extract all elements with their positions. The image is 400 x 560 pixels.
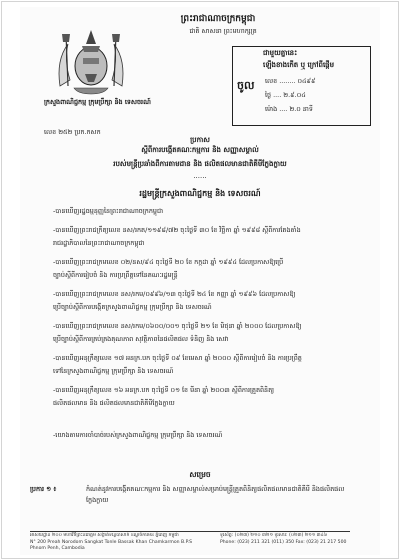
- preamble-line: -បានឃើញអនុក្រឹត្យលេខ ១៧ អនក្រ.បក ចុះថ្ងៃទី ០៩ ខែមេសា ឆ្នាំ ២០០០ ស្ដីពីការរៀបចំ និង ការប្រព្រឹត្ត: [53, 354, 302, 362]
- preamble-line: -បានឃើញព្រះរាជក្រមលេខ ០២/នស/៩៤ ចុះថ្ងៃទី ២០ ខែ កក្កដា ឆ្នាំ ១៩៩៤ ដែលប្រកាសឱ្យប្រើ: [53, 258, 284, 266]
- document-title-line-2: របស់មន្ត្រីប្រឆាំងពីការតាមដាន និង ផលិតផលមានជាតិគីមីក្លែងក្លាយ: [113, 160, 287, 168]
- issuing-authority: រដ្ឋមន្ត្រីក្រសួងពាណិជ្ជកម្ម និង ទេសចរណ៍: [139, 189, 261, 198]
- preamble-line: -បានឃើញរដ្ឋធម្មនុញ្ញនៃព្រះរាជាណាចក្រកម្ពុជា: [53, 207, 164, 215]
- kingdom-title: ព្រះរាជាណាចក្រកម្ពុជា: [180, 14, 256, 24]
- reference-number: លេខ ២៥២ ប្រក.កសក: [44, 128, 101, 136]
- preamble-line: -យោងតាមការចាំបាច់របស់ក្រសួងពាណិជ្ជកម្ម ក្រុមប្រឹក្សា និង ទេសចរណ៍: [53, 431, 223, 439]
- footer-divider: [30, 531, 350, 532]
- preamble-line: ប្រើច្បាប់ស្ដីពីការបង្កើតក្រសួងពាណិជ្ជកម្ម ក្រុមប្រឹក្សា និង ទេសចរណ៍: [53, 303, 212, 311]
- stamp-title: ជាមួយគ្នានេះ: [263, 49, 298, 57]
- document-kind: ប្រកាស: [190, 136, 210, 144]
- preamble-line: រាជរដ្ឋាភិបាលនៃព្រះរាជាណាចក្រកម្ពុជា: [53, 239, 145, 247]
- preamble-line: ច្បាប់ស្ដីពីការរៀបចំ និង ការប្រព្រឹត្តទៅនៃគណៈរដ្ឋមន្ត្រី: [53, 271, 178, 279]
- footer-address-kh: អាសយដ្ឋាន ២០០ មហាវិថីព្រះនរោត្តម សង្កាត់ទន្លេបាសាក់ ខណ្ឌចំការមន ភ្នំពេញ កម្ពុជា: [30, 533, 179, 538]
- stamp-row-time: ម៉ោង .... ២.០ នាទី: [265, 105, 313, 113]
- footer-address-en: N° 200 Preah Norodom Sangkat Tonle Bassak Khan Chamkarmon B.P.S Phnom Penh, Cambodia: [30, 540, 193, 551]
- article-1-text: កំណត់នូវការបង្កើតគណៈកម្មការ និង សញ្ញាសម្គាល់សម្រាប់មន្ត្រីត្រួតពិនិត្យ​ផលិតផលមាន​ជាតិគីមី និងផលិតផលក្លែងក្លាយ: [86, 485, 345, 504]
- preamble-line: -បានឃើញអនុក្រឹត្យលេខ ១៦ អនក្រ.បក ចុះថ្ងៃទី ០១ ខែ មីនា ឆ្នាំ ២០០៣ ស្ដីពីការត្រួតពិនិត្យ: [53, 386, 275, 394]
- article-1-label: ប្រការ ១ ៖: [30, 485, 57, 493]
- preamble-line: -បានឃើញព្រះរាជក្រឹត្យលេខ នស/រកត/១១៩៨/៧២ ចុះថ្ងៃទី ៣០ ខែ វិច្ឆិកា ឆ្នាំ ១៩៩៨ ស្ដីពីការតែងតាំង: [53, 226, 301, 234]
- preamble-line: ផលិតផលមាន និង ផលិតផលមានជាតិគីមីក្លែងក្លាយ: [53, 399, 175, 407]
- stamp-entry-label: ចូល: [237, 79, 255, 92]
- stamp-row-number: លេខ ........ ០៤៩៩: [265, 77, 316, 85]
- registration-stamp: [232, 46, 371, 126]
- stamp-row-date: ថ្ងៃ .... ២.៩.០៤: [265, 91, 306, 99]
- footer-phone-kh: ទូរស័ព្ទ: (០២៣) ២១០ ៣២១ ទូរសារ: (០២៣) ២១១ ៣៤៦: [220, 533, 328, 538]
- preamble-line: ប្រើច្បាប់ស្ដីពីការគ្រប់គ្រងគុណភាព សុវត្ថិភាពនៃផលិតផល ទំនិញ និង សេវា: [53, 335, 229, 343]
- title-separator: ......: [193, 172, 207, 180]
- decision-heading: សម្រេច: [189, 470, 211, 479]
- preamble-line: -បានឃើញព្រះរាជក្រមលេខ នស/រកម/០៦០០/០០១ ចុះថ្ងៃទី ២១ ខែ មិថុនា ឆ្នាំ ២០០០ ដែលប្រកាសឱ្យ: [53, 322, 302, 330]
- footer-phone-en: Phone: (023) 211 321 (011) 350 Fax: (023) 21 217 500: [220, 540, 347, 545]
- stamp-subtitle: ឡើងខាងកើត ឬ ក្រៅ​ពីផ្ដើម: [263, 61, 335, 69]
- document-title-line-1: ស្ដីពីការបង្កើតគណៈកម្មការ និង សញ្ញាសម្គាល់: [141, 146, 259, 154]
- ministry-name: ក្រសួងពាណិជ្ជកម្ម ក្រុមប្រឹក្សា និង ទេសចរណ៍: [44, 98, 151, 106]
- national-motto: ជាតិ សាសនា ព្រះមហាក្សត្រ: [189, 27, 257, 35]
- royal-emblem-icon: [52, 24, 130, 96]
- preamble-line: -បានឃើញព្រះរាជក្រមលេខ នស/រកម/០៩៩៦/១៣ ចុះថ្ងៃទី ២៤ ខែ កញ្ញា ឆ្នាំ ១៩៩៦ ដែលប្រកាសឱ្យ: [53, 290, 296, 298]
- preamble-line: ទៅនៃក្រសួងពាណិជ្ជកម្ម ក្រុមប្រឹក្សា និង ទេសចរណ៍: [53, 367, 174, 375]
